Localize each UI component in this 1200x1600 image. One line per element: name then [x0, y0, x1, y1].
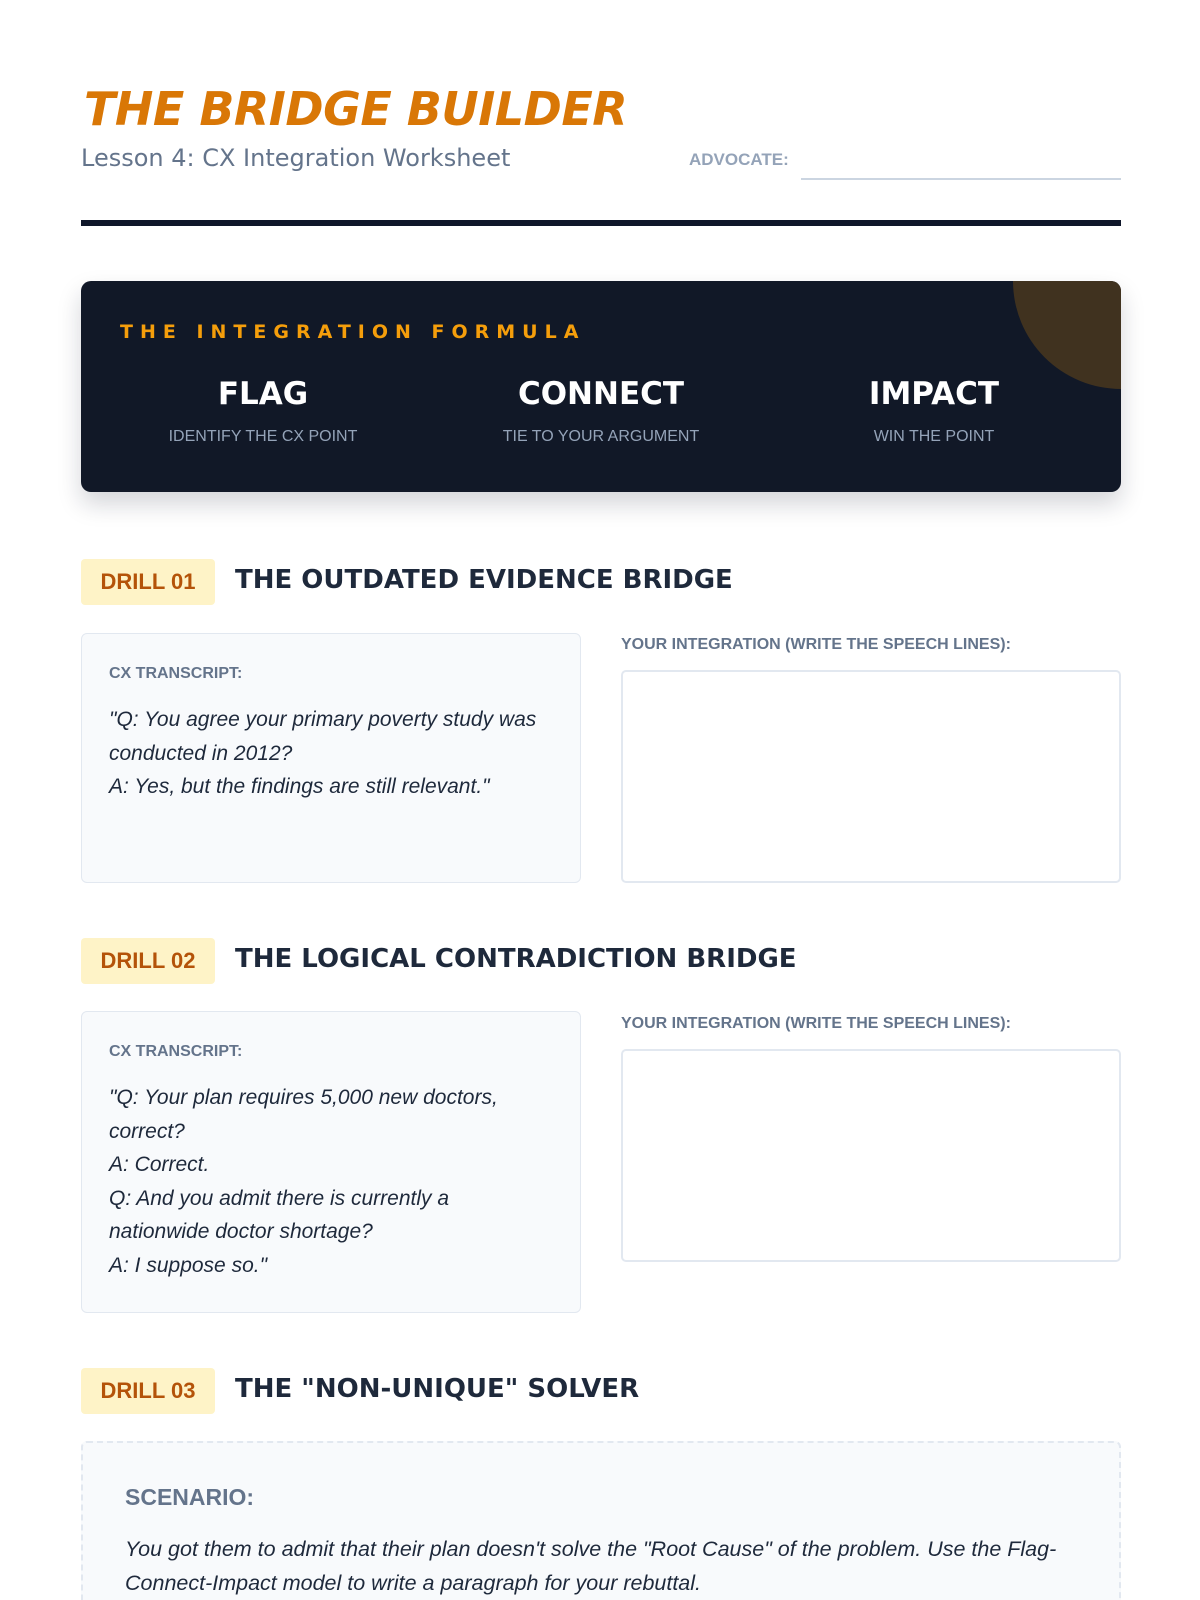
page-subtitle: Lesson 4: CX Integration Worksheet	[81, 144, 511, 172]
step-subtitle: IDENTIFY THE CX POINT	[168, 428, 358, 445]
formula-label: THE INTEGRATION FORMULA	[120, 321, 586, 343]
drill-badge: DRILL 02	[81, 938, 215, 984]
drill-03-scenario	[81, 1441, 1121, 1600]
decorative-circle	[1013, 281, 1121, 389]
drill-01-integration-input[interactable]	[621, 670, 1121, 883]
drill-02-integration-input[interactable]	[621, 1049, 1121, 1262]
step-title: CONNECT	[517, 376, 685, 412]
drill-02-transcript	[81, 1011, 581, 1313]
step-title: IMPACT	[868, 376, 1000, 412]
step-subtitle: TIE TO YOUR ARGUMENT	[502, 428, 700, 445]
transcript-line: A: Correct.	[109, 1153, 210, 1176]
scenario-label: SCENARIO:	[125, 1484, 255, 1510]
transcript-line: "Q: You agree your primary poverty study was conducted in 2012?	[109, 708, 543, 765]
step-title: FLAG	[217, 376, 309, 412]
transcript-text	[109, 1081, 553, 1282]
worksheet-header	[81, 80, 1121, 228]
header-divider	[81, 220, 1121, 226]
transcript-line: A: I suppose so."	[109, 1253, 268, 1277]
advocate-label: ADVOCATE:	[689, 150, 789, 169]
integration-label: YOUR INTEGRATION (WRITE THE SPEECH LINES):	[621, 636, 1011, 653]
drill-title: THE "NON-UNIQUE" SOLVER	[235, 1374, 640, 1404]
drill-03-header	[81, 1368, 1121, 1414]
transcript-label: CX TRANSCRIPT:	[109, 665, 243, 682]
drill-badge: DRILL 01	[81, 559, 215, 605]
advocate-name-field[interactable]	[801, 178, 1121, 180]
drill-title: THE LOGICAL CONTRADICTION BRIDGE	[235, 944, 797, 974]
drill-02-header	[81, 938, 1121, 984]
drill-01-header	[81, 559, 1121, 605]
drill-01-transcript	[81, 633, 581, 883]
drill-badge: DRILL 03	[81, 1368, 215, 1414]
formula-step-flag	[113, 376, 413, 446]
transcript-label: CX TRANSCRIPT:	[109, 1043, 243, 1060]
scenario-text: You got them to admit that their plan doesn't solve the "Root Cause" of the problem. Use the Flag-Connect-Impact model to write a paragraph for your rebuttal.	[125, 1537, 1057, 1595]
page-title: THE BRIDGE BUILDER	[84, 82, 628, 136]
transcript-text	[109, 703, 553, 804]
drill-title: THE OUTDATED EVIDENCE BRIDGE	[235, 565, 733, 595]
formula-step-connect	[451, 376, 751, 446]
step-subtitle: WIN THE POINT	[873, 428, 995, 445]
transcript-line: A: Yes, but the findings are still relevant."	[109, 775, 490, 798]
integration-label: YOUR INTEGRATION (WRITE THE SPEECH LINES):	[621, 1015, 1011, 1032]
integration-formula-card	[81, 281, 1121, 492]
transcript-line: Q: And you admit there is currently a nationwide doctor shortage?	[109, 1186, 455, 1243]
formula-step-impact	[784, 376, 1084, 446]
transcript-line: "Q: Your plan requires 5,000 new doctors, correct?	[109, 1086, 504, 1143]
